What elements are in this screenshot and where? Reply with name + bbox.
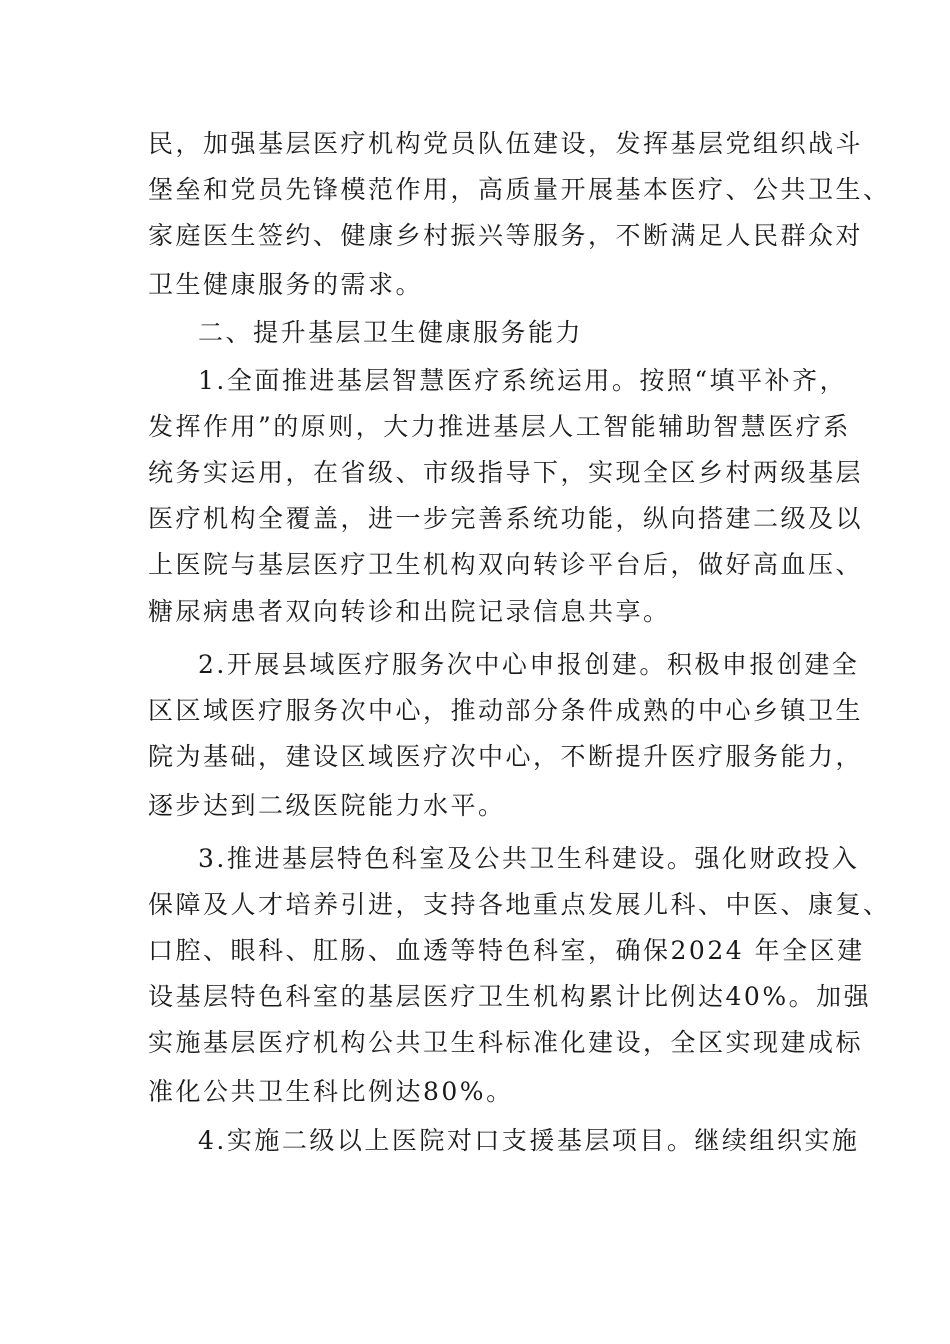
text-line: 准化公共卫生科比例达80%。 xyxy=(148,1077,514,1106)
section-heading: 二、提升基层卫生健康服务能力 xyxy=(198,318,584,347)
text-line: 堡垒和党员先锋模范作用，高质量开展基本医疗、公共卫生、 xyxy=(148,175,891,204)
text-line: 区区域医疗服务次中心，推动部分条件成熟的中心乡镇卫生 xyxy=(148,696,864,725)
item-heading: 1.全面推进基层智慧医疗系统运用。按照“填平补齐， xyxy=(198,366,848,395)
text-line: 实施基层医疗机构公共卫生科标准化建设，全区实现建成标 xyxy=(148,1028,864,1057)
text-line: 发挥作用”的原则，大力推进基层人工智能辅助智慧医疗系 xyxy=(148,412,851,441)
text-line: 院为基础，建设区域医疗次中心，不断提升医疗服务能力， xyxy=(148,742,864,771)
text-line: 逐步达到二级医院能力水平。 xyxy=(148,791,506,820)
text-line: 口腔、眼科、肛肠、血透等特色科室，确保2024 年全区建 xyxy=(148,936,865,965)
text-line: 上医院与基层医疗卫生机构双向转诊平台后，做好高血压、 xyxy=(148,550,864,579)
item-heading: 4.实施二级以上医院对口支援基层项目。继续组织实施 xyxy=(198,1126,860,1155)
text-line: 统务实运用，在省级、市级指导下，实现全区乡村两级基层 xyxy=(148,458,864,487)
item-heading: 3.推进基层特色科室及公共卫生科建设。强化财政投入 xyxy=(198,844,860,873)
text-line: 保障及人才培养引进，支持各地重点发展儿科、中医、康复、 xyxy=(148,890,891,919)
text-line: 设基层特色科室的基层医疗卫生机构累计比例达40%。加强 xyxy=(148,982,872,1011)
text-line: 民，加强基层医疗机构党员队伍建设，发挥基层党组织战斗 xyxy=(148,129,864,158)
text-line: 糖尿病患者双向转诊和出院记录信息共享。 xyxy=(148,597,671,626)
text-line: 卫生健康服务的需求。 xyxy=(148,270,424,299)
text-line: 医疗机构全覆盖，进一步完善系统功能，纵向搭建二级及以 xyxy=(148,504,864,533)
item-heading: 2.开展县域医疗服务次中心申报创建。积极申报创建全 xyxy=(198,650,860,679)
text-line: 家庭医生签约、健康乡村振兴等服务，不断满足人民群众对 xyxy=(148,221,864,250)
